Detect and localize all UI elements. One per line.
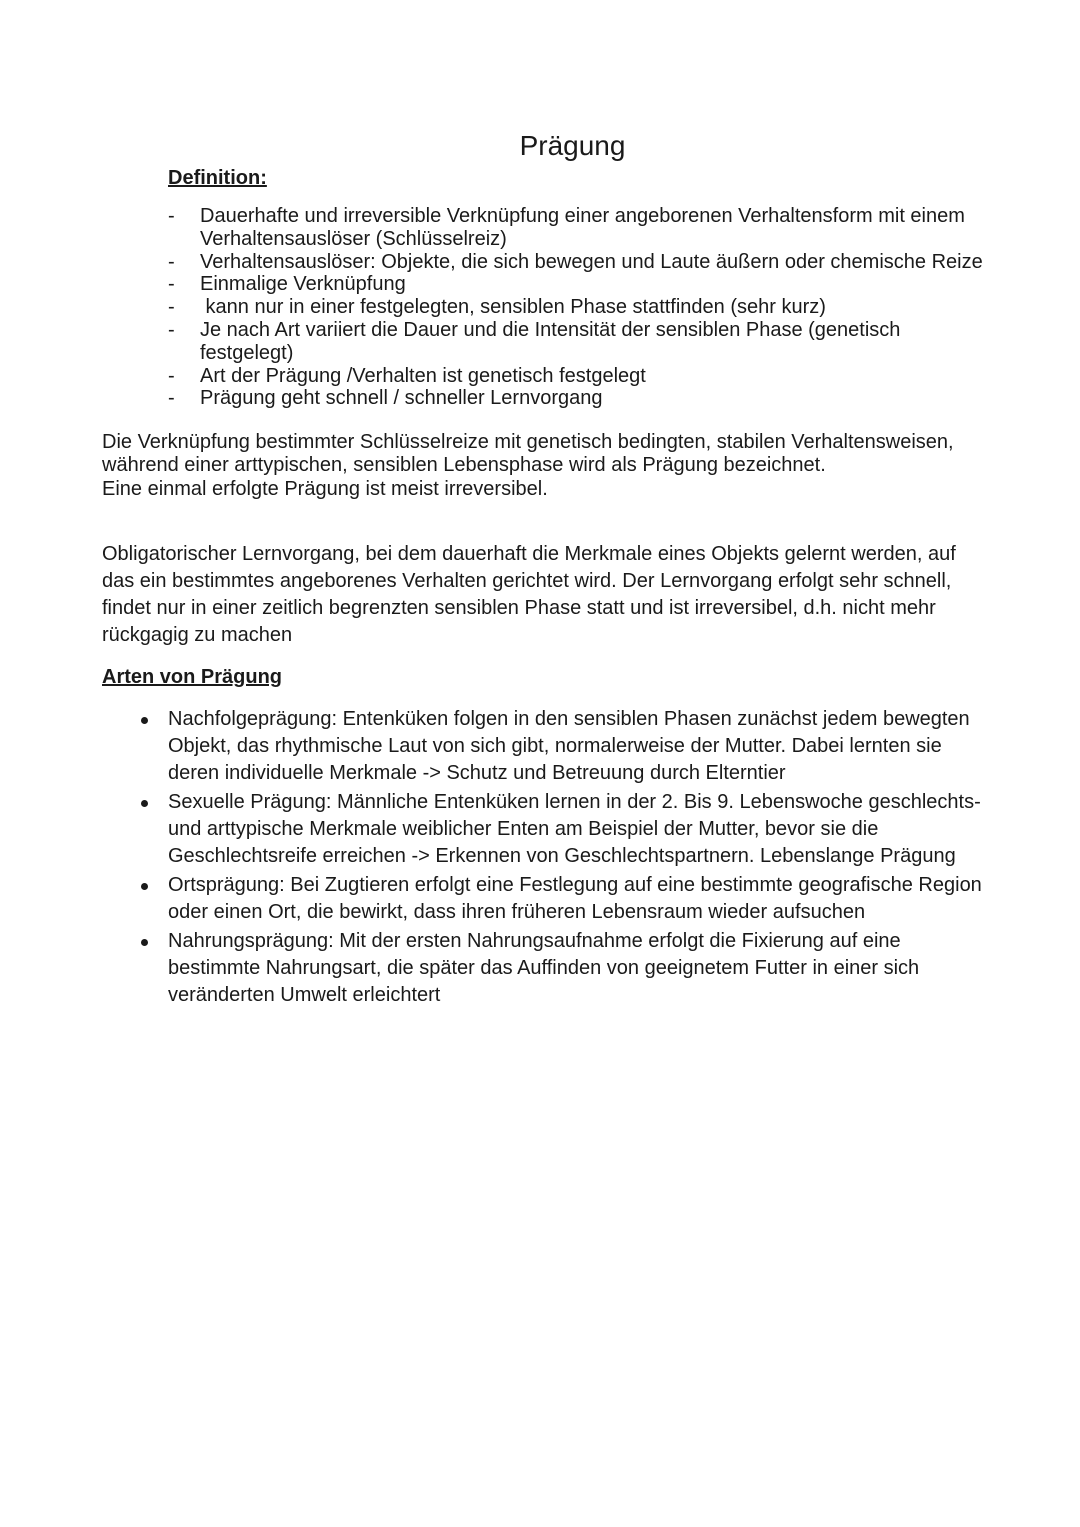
list-item (168, 928, 983, 1009)
list-item (168, 365, 988, 388)
dash-icon: - (168, 273, 175, 296)
list-item (168, 789, 983, 870)
list-item-text: Einmalige Verknüpfung (200, 273, 406, 296)
list-item-text: Je nach Art variiert die Dauer und die Intensität der sensiblen Phase (genetisch festgelegt) (200, 318, 901, 364)
dash-icon: - (168, 387, 175, 410)
list-item-text: Sexuelle Prägung: Männliche Entenküken lernen in der 2. Bis 9. Lebenswoche geschlechts- und arttypische Merkmale weiblicher Enten am Beispiel der Mutter, bevor sie die Geschlechtsreife erreichen -> Erkennen von Geschlechtspartnern. Lebenslange Prägung (168, 791, 981, 867)
learning-paragraph: Obligatorischer Lernvorgang, bei dem dauerhaft die Merkmale eines Objekts gelernt werden, auf das ein bestimmtes angeborenes Verhalten gerichtet wird. Der Lernvorgang erfolgt sehr schnell, findet nur in einer zeitlich begrenzten sensiblen Phase statt und ist irreversibel, d.h. nicht mehr rückgagig zu machen (102, 543, 956, 646)
definition-list (168, 205, 988, 410)
list-item (168, 706, 983, 787)
definition-paragraph: Die Verknüpfung bestimmter Schlüsselreize mit genetisch bedingten, stabilen Verhaltensweisen, während einer arttypischen, sensiblen Lebensphase wird als Prägung bezeichnet. (102, 431, 954, 477)
bullet-icon (141, 883, 148, 890)
list-item-text: Ortsprägung: Bei Zugtieren erfolgt eine Festlegung auf eine bestimmte geografische Region oder einen Ort, die bewirkt, dass ihren früheren Lebensraum wieder aufsuchen (168, 874, 982, 923)
list-item (168, 273, 988, 296)
page-title: Prägung (519, 130, 626, 161)
list-item-text: Nachfolgeprägung: Entenküken folgen in den sensiblen Phasen zunächst jedem bewegten Objekt, das rhythmische Laut von sich gibt, normalerweise der Mutter. Dabei lernten sie deren individuelle Merkmale -> Schutz und Betreuung durch Elterntier (168, 708, 970, 784)
list-item-text: Dauerhafte und irreversible Verknüpfung einer angeborenen Verhaltensform mit einem Verhaltensauslöser (Schlüsselreiz) (200, 205, 965, 250)
list-item (168, 205, 988, 251)
list-item-text: kann nur in einer festgelegten, sensiblen Phase stattfinden (sehr kurz) (200, 296, 826, 319)
arten-list (168, 706, 983, 1011)
bullet-icon (141, 717, 148, 724)
list-item (168, 296, 988, 319)
summary-block (102, 431, 982, 501)
irreversible-paragraph: Eine einmal erfolgte Prägung ist meist irreversibel. (102, 477, 548, 500)
list-item-text: Prägung geht schnell / schneller Lernvorgang (200, 387, 603, 410)
dash-icon: - (168, 250, 175, 273)
bullet-icon (141, 939, 148, 946)
definition-heading: Definition: (168, 167, 267, 189)
dash-icon: - (168, 296, 175, 319)
list-item-text: Nahrungsprägung: Mit der ersten Nahrungsaufnahme erfolgt die Fixierung auf eine bestimmte Nahrungsart, die später das Auffinden von geeignetem Futter in einer sich veränderten Umwelt erleichtert (168, 930, 920, 1006)
list-item (168, 387, 988, 410)
list-item (168, 251, 988, 274)
list-item (168, 872, 983, 926)
arten-heading: Arten von Prägung (102, 666, 283, 688)
list-item-text: Verhaltensauslöser: Objekte, die sich bewegen und Laute äußern oder chemische Reize (200, 250, 983, 273)
dash-icon: - (168, 205, 175, 227)
dash-icon: - (168, 364, 175, 387)
bullet-icon (141, 800, 148, 807)
list-item (168, 319, 988, 365)
dash-icon: - (168, 318, 175, 341)
list-item-text: Art der Prägung /Verhalten ist genetisch festgelegt (200, 364, 646, 387)
